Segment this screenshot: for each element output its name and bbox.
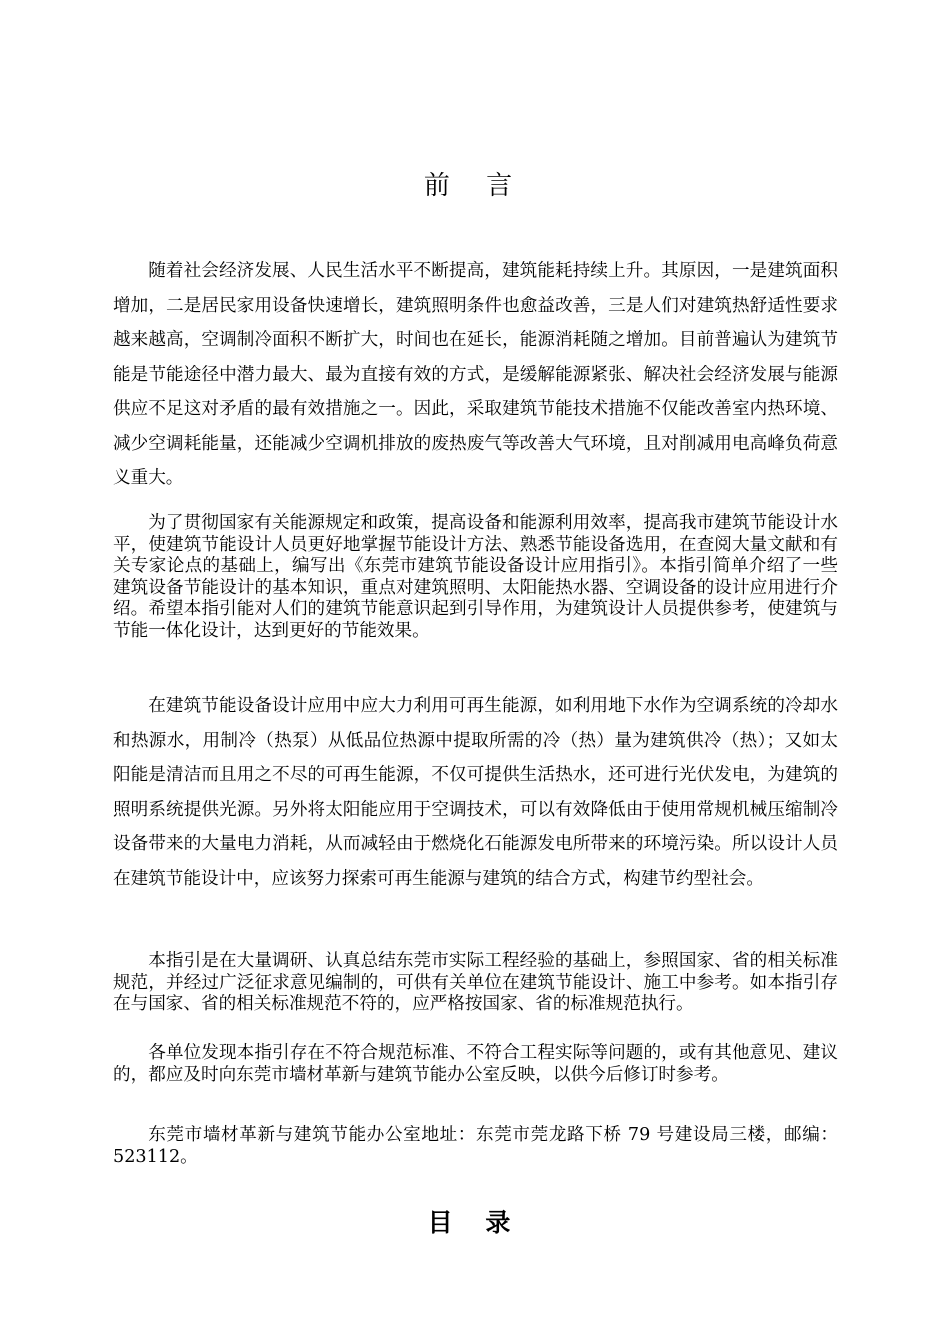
preface-title: 前 言	[423, 171, 527, 202]
preface-paragraph-3: 在建筑节能设备设计应用中应大力利用可再生能源，如利用地下水作为空调系统的冷却水和热源水，用制冷（热泵）从低品位热源中提取所需的冷（热）量为建筑供冷（热）；又如太阳能是清洁而且用之不尽的可再生能源，不仅可提供生活热水，还可进行光伏发电，为建筑的照明系统提供光源。另外将太阳能应用于空调技术，可以有效降低由于使用常规机械压缩制冷设备带来的大量电力消耗，从而减轻由于燃烧化石能源发电所带来的环境污染。所以设计人员在建筑节能设计中，应该努力探索可再生能源与建筑的结合方式，构建节约型社会。	[113, 696, 838, 889]
preface-paragraph-6: 东莞市墙材革新与建筑节能办公室地址：东莞市莞龙路下桥 79 号建设局三楼，邮编：523112。	[113, 1125, 838, 1167]
toc-title: 目 录	[427, 1207, 523, 1237]
preface-paragraph-5: 各单位发现本指引存在不符合规范标准、不符合工程实际等问题的，或有其他意见、建议的，都应及时向东莞市墙材革新与建筑节能办公室反映，以供今后修订时参考。	[113, 1043, 838, 1085]
preface-paragraph-1: 随着社会经济发展、人民生活水平不断提高，建筑能耗持续上升。其原因，一是建筑面积增加，二是居民家用设备快速增长，建筑照明条件也愈益改善，三是人们对建筑热舒适性要求越来越高，空调制冷面积不断扩大，时间也在延长，能源消耗随之增加。目前普遍认为建筑节能是节能途径中潜力最大、最为直接有效的方式，是缓解能源紧张、解决社会经济发展与能源供应不足这对矛盾的最有效措施之一。因此，采取建筑节能技术措施不仅能改善室内热环境、减少空调耗能量，还能减少空调机排放的废热废气等改善大气环境，且对削减用电高峰负荷意义重大。	[113, 261, 838, 488]
preface-paragraph-4: 本指引是在大量调研、认真总结东莞市实际工程经验的基础上，参照国家、省的相关标准规范，并经过广泛征求意见编制的，可供有关单位在建筑节能设计、施工中参考。如本指引存在与国家、省的相关标准规范不符的，应严格按国家、省的标准规范执行。	[113, 951, 838, 1015]
preface-paragraph-2: 为了贯彻国家有关能源规定和政策，提高设备和能源利用效率，提高我市建筑节能设计水平，使建筑节能设计人员更好地掌握节能设计方法、熟悉节能设备选用，在查阅大量文献和有关专家论点的基础上，编写出《东莞市建筑节能设备设计应用指引》。本指引简单介绍了一些建筑设备节能设计的基本知识，重点对建筑照明、太阳能热水器、空调设备的设计应用进行介绍。希望本指引能对人们的建筑节能意识起到引导作用，为建筑设计人员提供参考，使建筑与节能一体化设计，达到更好的节能效果。	[113, 513, 838, 641]
